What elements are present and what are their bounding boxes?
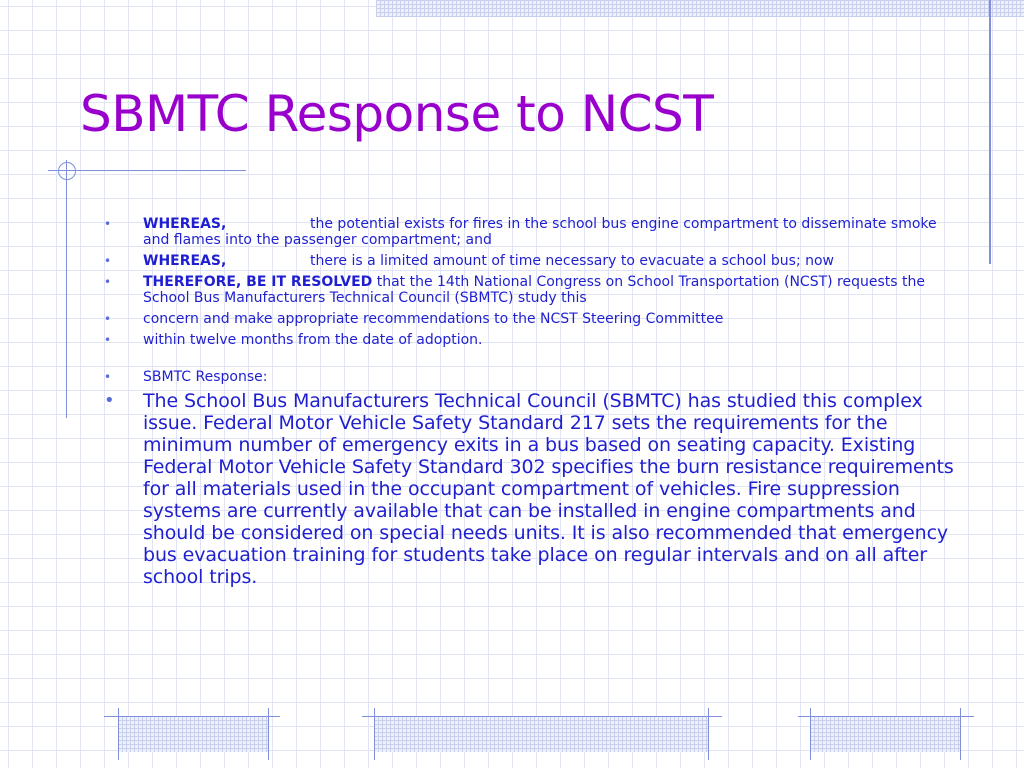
bottom-box-left-line-c [104, 716, 280, 717]
slide-body [104, 216, 964, 588]
item-text: the potential exists for fires in the school bus engine compartment to disseminate smoke and flames into the passenger compartment; and [143, 216, 937, 248]
list-item [104, 369, 964, 385]
item-text: there is a limited amount of time necessary to evacuate a school bus; now [310, 253, 835, 269]
bullet-icon: • [104, 390, 115, 411]
bottom-hatched-box-middle [374, 716, 708, 752]
left-vertical-line [66, 160, 67, 418]
item-text: concern and make appropriate recommendations to the NCST Steering Committee [143, 311, 724, 327]
right-vertical-line [989, 0, 991, 264]
bullet-icon: • [104, 217, 112, 231]
bottom-hatched-box-left [118, 716, 268, 752]
bullet-list [104, 216, 964, 348]
ring-ornament [58, 162, 76, 180]
list-item [104, 390, 964, 588]
item-label: WHEREAS, [143, 216, 227, 232]
item-text: within twelve months from the date of adoption. [143, 332, 483, 348]
item-label: THEREFORE, BE IT RESOLVED [143, 274, 373, 290]
slide-title: SBMTC Response to NCST [80, 85, 714, 143]
bullet-icon: • [104, 312, 112, 326]
spacer [104, 353, 964, 369]
title-underline [48, 170, 246, 171]
list-item [104, 332, 964, 348]
bullet-icon: • [104, 333, 112, 347]
item-label: WHEREAS, [143, 253, 227, 269]
list-item [104, 253, 964, 269]
list-item [104, 216, 964, 248]
bottom-hatched-box-right [810, 716, 960, 752]
bullet-icon: • [104, 254, 112, 268]
list-item [104, 274, 964, 306]
response-list [104, 369, 964, 588]
bullet-icon: • [104, 275, 112, 289]
response-heading: SBMTC Response: [143, 369, 268, 385]
top-right-hatched-band [376, 0, 1024, 17]
list-item [104, 311, 964, 327]
bottom-box-right-line-c [798, 716, 974, 717]
response-paragraph: The School Bus Manufacturers Technical Council (SBMTC) has studied this complex issue. Federal Motor Vehicle Safety Standard 217 sets the requirements for the minimum number of emergency exits in a bus based on seating capacity. Existing Federal Motor Vehicle Safety Standard 302 specifies the burn resistance requirements for all materials used in the occupant compartment of vehicles. Fire suppression systems are currently available that can be installed in engine compartments and should be considered on special needs units. It is also recommended that emergency bus evacuation training for students take place on regular intervals and on all after school trips. [143, 390, 954, 588]
item-text: that the 14th National Congress on School Transportation (NCST) requests the School Bus Manufacturers Technical Council (SBMTC) study this [143, 274, 925, 306]
bullet-icon: • [104, 370, 112, 384]
bottom-box-middle-line-c [362, 716, 722, 717]
